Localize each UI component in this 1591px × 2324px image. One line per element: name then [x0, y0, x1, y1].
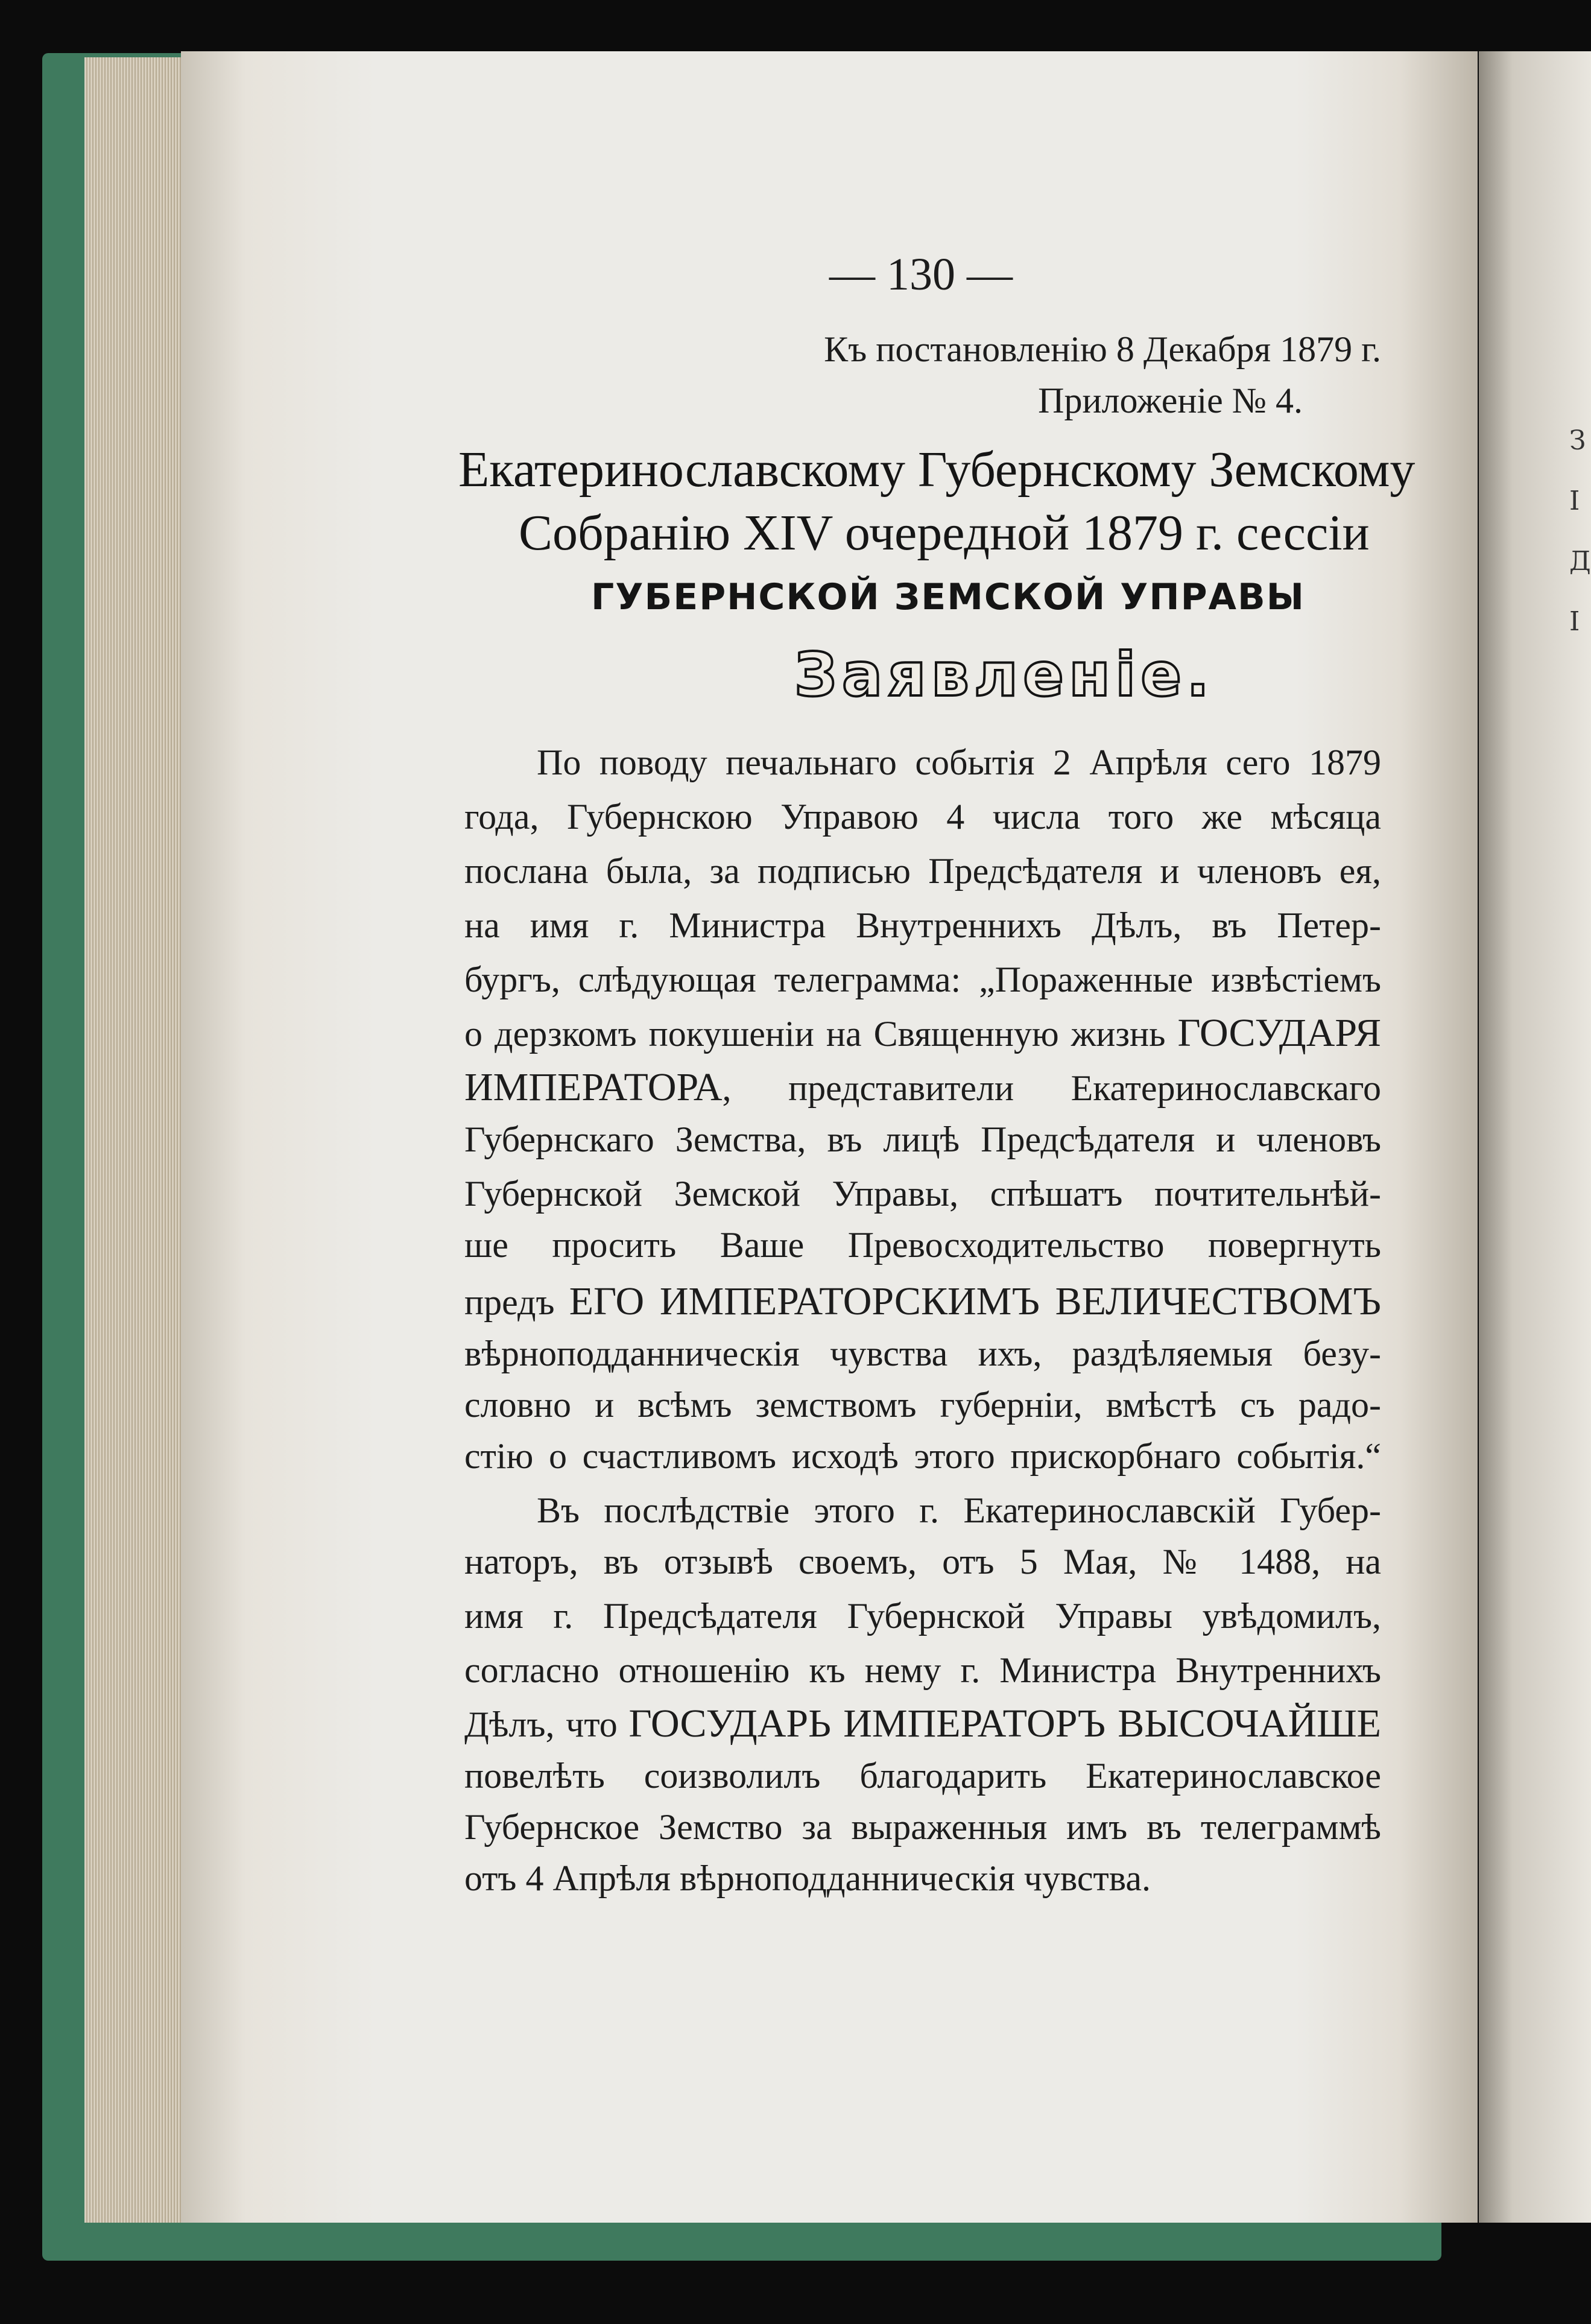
reference-line-2: Приложеніе № 4. [1038, 381, 1303, 420]
emphasis-caps: ГОСУДАРЬ ИМПЕРАТОРЪ ВЫСОЧАЙШЕ [628, 1702, 1381, 1746]
body-text: предъ [464, 1282, 569, 1322]
body-line [464, 1701, 1381, 1747]
body-line: Губернскаго Земства, въ лицѣ Предсѣдателя и членовъ [464, 1119, 1381, 1159]
body-line: имя г. Предсѣдателя Губернской Управы увѣдомилъ, [464, 1596, 1381, 1636]
document-title: Заявленіе. [794, 639, 1215, 710]
body-line [464, 1010, 1381, 1056]
address-line-1: Екатеринославскому Губернскому Земскому [458, 442, 1415, 498]
body-line [464, 1279, 1381, 1325]
body-line [464, 1065, 1381, 1110]
body-line: наторъ, въ отзывѣ своемъ, отъ 5 Мая, № 1488, на [464, 1542, 1381, 1582]
body-line: повелѣть соизволилъ благодарить Екатеринославское [464, 1756, 1381, 1796]
page-number: — 130 — [829, 249, 1013, 300]
body-line: послана была, за подписью Предсѣдателя и членовъ ея, [464, 851, 1381, 891]
body-line: Губернской Земской Управы, спѣшатъ почтительнѣй- [464, 1174, 1381, 1214]
emphasis-caps: ИМПЕРАТОРА [464, 1065, 723, 1109]
body-line: согласно отношенію къ нему г. Министра Внутреннихъ [464, 1650, 1381, 1690]
body-text: , представители Екатеринославскаго [722, 1068, 1381, 1108]
body-line: года, Губернскою Управою 4 числа того же мѣсяца [464, 797, 1381, 837]
body-line: стію о счастливомъ исходѣ этого прискорбнаго событія.“ [464, 1436, 1381, 1476]
next-page-fragment: І [1569, 606, 1580, 637]
body-line: По поводу печальнаго событія 2 Апрѣля сего 1879 [537, 742, 1381, 782]
body-line: отъ 4 Апрѣля вѣрноподданническія чувства. [464, 1858, 1151, 1898]
next-page-fragment: З [1569, 425, 1586, 456]
address-line-3: ГУБЕРНСКОЙ ЗЕМСКОЙ УПРАВЫ [591, 576, 1305, 618]
body-line: Губернское Земство за выраженныя имъ въ телеграммѣ [464, 1807, 1381, 1847]
body-line: на имя г. Министра Внутреннихъ Дѣлъ, въ Петер- [464, 905, 1381, 945]
next-page-fragment: Д [1569, 546, 1591, 577]
body-text: Дѣлъ, что [464, 1705, 629, 1744]
reference-line-1: Къ постановленію 8 Декабря 1879 г. [824, 329, 1381, 369]
emphasis-caps: ЕГО ИМПЕРАТОРСКИМЪ ВЕЛИЧЕСТВОМЪ [569, 1279, 1381, 1323]
next-page-edge [1479, 51, 1591, 2223]
body-line: бургъ, слѣдующая телеграмма: „Пораженные извѣстіемъ [464, 960, 1381, 999]
page-edges [84, 57, 181, 2223]
body-text: о дерзкомъ покушеніи на Священную жизнь [464, 1014, 1178, 1054]
emphasis-caps: ГОСУДАРЯ [1177, 1011, 1381, 1055]
next-page-fragment: І [1569, 486, 1580, 516]
body-line: ше просить Ваше Превосходительство повергнуть [464, 1225, 1381, 1265]
body-line: Въ послѣдствіе этого г. Екатеринославскій Губер- [537, 1490, 1381, 1530]
body-line: словно и всѣмъ земствомъ губерніи, вмѣстѣ съ радо- [464, 1385, 1381, 1425]
address-line-2: Собранію XIV очередной 1879 г. сессіи [519, 505, 1370, 561]
body-line: вѣрноподданническія чувства ихъ, раздѣляемыя безу- [464, 1334, 1381, 1373]
